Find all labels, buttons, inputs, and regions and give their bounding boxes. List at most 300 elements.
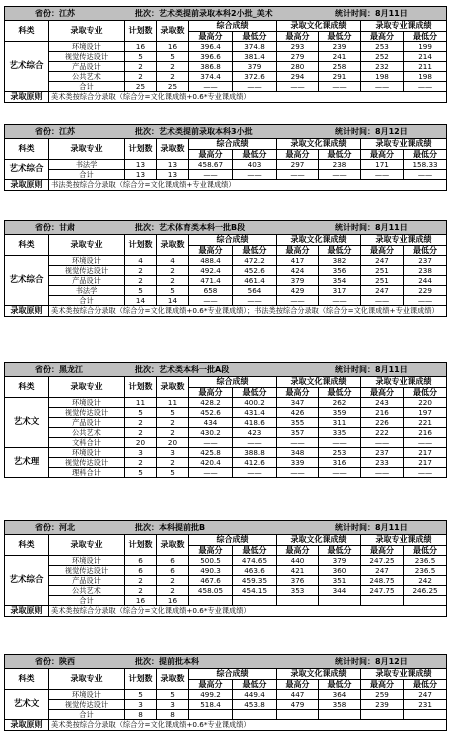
data-cell: 236.5 [404, 566, 447, 576]
rule-label: 录取原则 [5, 720, 49, 731]
data-cell: —— [319, 82, 361, 92]
data-cell: 247.25 [361, 556, 404, 566]
data-cell: —— [233, 170, 277, 180]
data-cell: 环境设计 [49, 42, 125, 52]
data-cell: —— [361, 438, 404, 448]
data-cell: 公共艺术 [49, 586, 125, 596]
col-min: 最低分 [233, 546, 277, 556]
col-max: 最高分 [361, 32, 404, 42]
batch-label: 批次： [135, 8, 159, 18]
col-min: 最低分 [404, 388, 447, 398]
col-min: 最低分 [319, 246, 361, 256]
admission-table [4, 654, 447, 731]
data-cell: 220 [404, 398, 447, 408]
data-cell: 297 [277, 160, 319, 170]
col-culture: 录取文化课成绩 [277, 235, 361, 246]
data-cell: 379 [319, 556, 361, 566]
data-cell: 357 [277, 428, 319, 438]
table-row [5, 296, 447, 306]
data-cell: 5 [125, 408, 157, 418]
data-cell: 453.8 [233, 700, 277, 710]
category-cell: 艺术理 [5, 448, 49, 478]
col-major: 录取专业 [49, 535, 125, 556]
col-max: 最高分 [277, 546, 319, 556]
data-cell: 379 [233, 62, 277, 72]
col-min: 最低分 [233, 388, 277, 398]
time-label: 统计时间： [335, 222, 375, 232]
category-cell: 艺术综合 [5, 256, 49, 306]
data-cell: 252 [361, 52, 404, 62]
data-cell: 461.4 [233, 276, 277, 286]
data-cell: 452.6 [233, 266, 277, 276]
data-cell: 229 [404, 286, 447, 296]
data-cell: —— [233, 438, 277, 448]
batch-value: 艺术类提前录取本科3小批 [159, 126, 253, 136]
data-cell: 222 [361, 428, 404, 438]
data-cell: 公共艺术 [49, 72, 125, 82]
col-min: 最低分 [404, 246, 447, 256]
section-header [5, 221, 447, 235]
data-cell [233, 596, 277, 606]
table-row [5, 468, 447, 478]
data-cell: —— [233, 468, 277, 478]
data-cell: —— [404, 468, 447, 478]
data-cell: 449.4 [233, 690, 277, 700]
col-category: 科类 [5, 235, 49, 256]
col-combined: 综合成绩 [189, 377, 277, 388]
col-major: 录取专业 [49, 139, 125, 160]
data-cell: 8 [157, 710, 189, 720]
data-cell: 388.8 [233, 448, 277, 458]
data-cell: —— [189, 296, 233, 306]
data-cell: —— [277, 296, 319, 306]
data-cell: 335 [319, 428, 361, 438]
table-row [5, 710, 447, 720]
table-row [5, 256, 447, 266]
data-cell: 259 [361, 690, 404, 700]
col-max: 最高分 [361, 680, 404, 690]
col-max: 最高分 [361, 246, 404, 256]
table-row [5, 408, 447, 418]
data-cell: 360 [319, 566, 361, 576]
table-row [5, 276, 447, 286]
data-cell: 291 [319, 72, 361, 82]
data-cell: 499.2 [189, 690, 233, 700]
col-max: 最高分 [189, 32, 233, 42]
data-cell: 355 [277, 418, 319, 428]
data-cell: 197 [404, 408, 447, 418]
col-pro: 录取专业课成绩 [361, 535, 447, 546]
col-min: 最低分 [319, 680, 361, 690]
data-cell: 公共艺术 [49, 428, 125, 438]
data-cell: 2 [125, 576, 157, 586]
data-cell: 2 [125, 428, 157, 438]
data-cell: 3 [125, 448, 157, 458]
data-cell: 237 [361, 448, 404, 458]
data-cell: 6 [157, 556, 189, 566]
col-min: 最低分 [319, 388, 361, 398]
data-cell: 198 [404, 72, 447, 82]
table-row [5, 82, 447, 92]
admission-table [4, 6, 447, 103]
data-cell: 2 [157, 458, 189, 468]
category-cell: 艺术综合 [5, 160, 49, 180]
col-min: 最低分 [319, 546, 361, 556]
rule-text: 书法类按综合分录取（综合分=文化课成绩+专业课成绩） [49, 180, 447, 191]
section-shaanxi [4, 654, 446, 731]
table-row [5, 448, 447, 458]
data-cell: 5 [125, 52, 157, 62]
col-culture: 录取文化课成绩 [277, 21, 361, 32]
batch-value: 艺术类本科一批A段 [159, 364, 230, 374]
data-cell: 251 [361, 276, 404, 286]
data-cell: 5 [157, 690, 189, 700]
time-value: 8月11日 [375, 364, 408, 374]
data-cell: —— [361, 82, 404, 92]
data-cell: 5 [157, 286, 189, 296]
data-cell: 434 [189, 418, 233, 428]
col-min: 最低分 [233, 680, 277, 690]
batch-label: 批次： [135, 656, 159, 666]
data-cell: 430.2 [189, 428, 233, 438]
data-cell: 247.75 [361, 586, 404, 596]
col-pro: 录取专业课成绩 [361, 235, 447, 246]
data-cell: 417 [277, 256, 319, 266]
col-major: 录取专业 [49, 377, 125, 398]
table-row [5, 72, 447, 82]
table-row [5, 62, 447, 72]
data-cell: 2 [157, 62, 189, 72]
data-cell: 13 [125, 160, 157, 170]
data-cell: 视觉传达设计 [49, 408, 125, 418]
data-cell: 294 [277, 72, 319, 82]
data-cell: 374.8 [233, 42, 277, 52]
data-cell: 217 [404, 458, 447, 468]
table-row [5, 398, 447, 408]
data-cell: 396.4 [189, 42, 233, 52]
time-value: 8月12日 [375, 126, 408, 136]
data-cell: 211 [404, 62, 447, 72]
data-cell: 426 [277, 408, 319, 418]
data-cell: 353 [277, 586, 319, 596]
data-cell: 视觉传达设计 [49, 458, 125, 468]
data-cell: 253 [361, 42, 404, 52]
data-cell: —— [361, 468, 404, 478]
col-min: 最低分 [404, 32, 447, 42]
col-combined: 综合成绩 [189, 21, 277, 32]
data-cell: 238 [404, 266, 447, 276]
batch-value: 艺术体育类本科一批B段 [159, 222, 246, 232]
data-cell: 文科合计 [49, 438, 125, 448]
data-cell: 环境设计 [49, 556, 125, 566]
data-cell: 279 [277, 52, 319, 62]
col-max: 最高分 [277, 150, 319, 160]
category-cell: 艺术文 [5, 690, 49, 720]
col-culture: 录取文化课成绩 [277, 535, 361, 546]
data-cell: 344 [319, 586, 361, 596]
col-admit: 录取数 [157, 669, 189, 690]
province-value: 甘肃 [59, 222, 75, 232]
data-cell: 236.5 [404, 556, 447, 566]
data-cell: 400.2 [233, 398, 277, 408]
data-cell: 5 [125, 286, 157, 296]
data-cell: 6 [157, 566, 189, 576]
data-cell: 视觉传达设计 [49, 700, 125, 710]
data-cell: 423 [233, 428, 277, 438]
data-cell [233, 710, 277, 720]
data-cell: 合计 [49, 596, 125, 606]
province-label: 省份： [35, 656, 59, 666]
data-cell [277, 710, 319, 720]
data-cell: 8 [125, 710, 157, 720]
col-culture: 录取文化课成绩 [277, 377, 361, 388]
time-value: 8月11日 [375, 222, 408, 232]
data-cell: 13 [125, 170, 157, 180]
data-cell: 2 [157, 72, 189, 82]
data-cell: 4 [157, 256, 189, 266]
data-cell [189, 596, 233, 606]
table-row [5, 576, 447, 586]
col-category: 科类 [5, 139, 49, 160]
data-cell: 467.6 [189, 576, 233, 586]
data-cell: 14 [125, 296, 157, 306]
col-min: 最低分 [319, 32, 361, 42]
data-cell: —— [277, 82, 319, 92]
data-cell: 11 [157, 398, 189, 408]
data-cell: 247 [361, 256, 404, 266]
data-cell: —— [361, 296, 404, 306]
data-cell: 247 [361, 566, 404, 576]
data-cell: 2 [157, 266, 189, 276]
data-cell: 书法学 [49, 286, 125, 296]
data-cell: 479 [277, 700, 319, 710]
data-cell: 242 [404, 576, 447, 586]
data-cell: 5 [157, 468, 189, 478]
col-admit: 录取数 [157, 21, 189, 42]
data-cell: 518.4 [189, 700, 233, 710]
data-cell: 243 [361, 398, 404, 408]
data-cell [277, 596, 319, 606]
province-label: 省份： [35, 364, 59, 374]
data-cell: 2 [157, 276, 189, 286]
data-cell: 环境设计 [49, 398, 125, 408]
col-combined: 综合成绩 [189, 139, 277, 150]
table-row [5, 52, 447, 62]
section-hebei [4, 520, 446, 617]
table-row [5, 428, 447, 438]
data-cell: 233 [361, 458, 404, 468]
col-min: 最低分 [404, 150, 447, 160]
col-pro: 录取专业课成绩 [361, 139, 447, 150]
col-min: 最低分 [319, 150, 361, 160]
data-cell [361, 596, 404, 606]
data-cell: 471.4 [189, 276, 233, 286]
col-admit: 录取数 [157, 235, 189, 256]
data-cell: 472.2 [233, 256, 277, 266]
data-cell: 379 [277, 276, 319, 286]
time-value: 8月11日 [375, 8, 408, 18]
data-cell: —— [404, 296, 447, 306]
time-value: 8月12日 [375, 656, 408, 666]
data-cell: 171 [361, 160, 404, 170]
data-cell: —— [319, 468, 361, 478]
data-cell: 237 [404, 256, 447, 266]
time-label: 统计时间： [335, 522, 375, 532]
section-gansu [4, 220, 446, 317]
data-cell: 311 [319, 418, 361, 428]
data-cell: 216 [361, 408, 404, 418]
data-cell: 463.6 [233, 566, 277, 576]
table-row [5, 690, 447, 700]
data-cell: 372.6 [233, 72, 277, 82]
data-cell: 238 [319, 160, 361, 170]
col-plan: 计划数 [125, 535, 157, 556]
data-cell: 262 [319, 398, 361, 408]
rule-label: 录取原则 [5, 92, 49, 103]
col-min: 最低分 [233, 150, 277, 160]
batch-label: 批次： [135, 126, 159, 136]
province-value: 江苏 [59, 126, 75, 136]
data-cell: 产品设计 [49, 62, 125, 72]
data-cell: 11 [125, 398, 157, 408]
data-cell [319, 710, 361, 720]
col-admit: 录取数 [157, 377, 189, 398]
data-cell: 环境设计 [49, 690, 125, 700]
col-combined: 综合成绩 [189, 535, 277, 546]
data-cell: 364 [319, 690, 361, 700]
data-cell: 412.6 [233, 458, 277, 468]
data-cell: 环境设计 [49, 256, 125, 266]
data-cell: 合计 [49, 296, 125, 306]
data-cell: 5 [125, 690, 157, 700]
data-cell: 13 [157, 170, 189, 180]
table-row [5, 596, 447, 606]
data-cell: 217 [404, 448, 447, 458]
data-cell: —— [361, 170, 404, 180]
data-cell: —— [319, 170, 361, 180]
data-cell: 381.4 [233, 52, 277, 62]
data-cell: —— [404, 170, 447, 180]
col-major: 录取专业 [49, 235, 125, 256]
data-cell [189, 710, 233, 720]
col-plan: 计划数 [125, 235, 157, 256]
data-cell: 16 [125, 596, 157, 606]
data-cell: 4 [125, 256, 157, 266]
data-cell: 14 [157, 296, 189, 306]
data-cell: 2 [125, 266, 157, 276]
data-cell: 视觉传达设计 [49, 266, 125, 276]
col-pro: 录取专业课成绩 [361, 21, 447, 32]
batch-value: 艺术类提前录取本科2小批_美术 [159, 8, 273, 18]
data-cell: 280 [277, 62, 319, 72]
data-cell [361, 710, 404, 720]
rule-label: 录取原则 [5, 606, 49, 617]
col-max: 最高分 [361, 388, 404, 398]
data-cell: 199 [404, 42, 447, 52]
data-cell: 459.35 [233, 576, 277, 586]
col-category: 科类 [5, 21, 49, 42]
province-label: 省份： [35, 8, 59, 18]
category-cell: 艺术综合 [5, 556, 49, 606]
batch-label: 批次： [135, 522, 159, 532]
data-cell: 293 [277, 42, 319, 52]
col-plan: 计划数 [125, 377, 157, 398]
data-cell: 2 [125, 458, 157, 468]
time-label: 统计时间： [335, 8, 375, 18]
data-cell: 239 [361, 700, 404, 710]
col-plan: 计划数 [125, 139, 157, 160]
data-cell: 452.6 [189, 408, 233, 418]
rule-text: 美术类按综合分录取（综合分=文化课成绩+0.6*专业课成绩） [49, 720, 447, 731]
time-value: 8月11日 [375, 522, 408, 532]
data-cell: 246.25 [404, 586, 447, 596]
data-cell: 2 [157, 418, 189, 428]
time-label: 统计时间： [335, 656, 375, 666]
data-cell: 2 [125, 276, 157, 286]
col-max: 最高分 [189, 680, 233, 690]
col-plan: 计划数 [125, 21, 157, 42]
data-cell: 248.75 [361, 576, 404, 586]
col-max: 最高分 [189, 546, 233, 556]
data-cell: —— [189, 82, 233, 92]
data-cell: 358 [319, 700, 361, 710]
data-cell: 253 [319, 448, 361, 458]
table-row [5, 556, 447, 566]
batch-value: 提前批本科 [159, 656, 199, 666]
data-cell: 247 [361, 286, 404, 296]
section-header [5, 363, 447, 377]
col-min: 最低分 [404, 680, 447, 690]
data-cell: 合计 [49, 710, 125, 720]
data-cell: 25 [157, 82, 189, 92]
data-cell: 421 [277, 566, 319, 576]
data-cell: 458.05 [189, 586, 233, 596]
col-max: 最高分 [277, 388, 319, 398]
col-pro: 录取专业课成绩 [361, 669, 447, 680]
data-cell: 13 [157, 160, 189, 170]
data-cell: 347 [277, 398, 319, 408]
data-cell: 232 [361, 62, 404, 72]
data-cell: 658 [189, 286, 233, 296]
col-culture: 录取文化课成绩 [277, 139, 361, 150]
data-cell [404, 710, 447, 720]
data-cell: 356 [319, 266, 361, 276]
data-cell: 447 [277, 690, 319, 700]
data-cell: 348 [277, 448, 319, 458]
data-cell: —— [233, 82, 277, 92]
data-cell: 环境设计 [49, 448, 125, 458]
data-cell [404, 596, 447, 606]
data-cell: 16 [157, 42, 189, 52]
data-cell: —— [277, 468, 319, 478]
data-cell: 198 [361, 72, 404, 82]
data-cell: 2 [157, 586, 189, 596]
data-cell: 5 [157, 52, 189, 62]
data-cell: 431.4 [233, 408, 277, 418]
province-label: 省份： [35, 126, 59, 136]
province-value: 河北 [59, 522, 75, 532]
data-cell: 3 [125, 700, 157, 710]
data-cell: 488.4 [189, 256, 233, 266]
data-cell: 5 [157, 408, 189, 418]
data-cell: 5 [125, 468, 157, 478]
col-major: 录取专业 [49, 21, 125, 42]
data-cell: 418.6 [233, 418, 277, 428]
col-max: 最高分 [361, 150, 404, 160]
data-cell: 490.3 [189, 566, 233, 576]
data-cell: 16 [157, 596, 189, 606]
data-cell: 351 [319, 576, 361, 586]
